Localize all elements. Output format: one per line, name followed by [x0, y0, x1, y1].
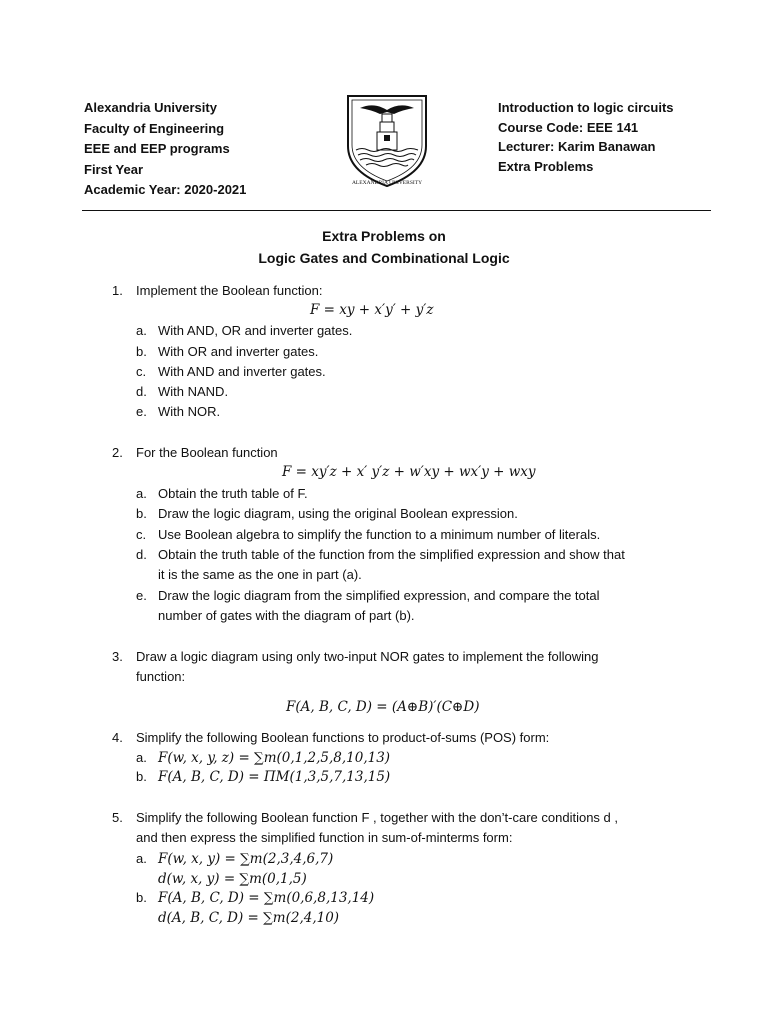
problem-stem: Draw a logic diagram using only two-input NOR gates to implement the following	[136, 649, 599, 664]
problem-equation: F = xy′z + x′ y′z + w′xy + wx′y + wxy	[282, 464, 536, 480]
list-item: a. F(w, x, y) = ∑m(2,3,4,6,7)	[136, 851, 334, 867]
list-item: d. Obtain the truth table of the function from the simplified expression and show that	[136, 547, 625, 562]
document-type: Extra Problems	[498, 158, 594, 174]
lecturer: Lecturer: Karim Banawan	[498, 139, 656, 154]
problem-equation: F = xy + x′y′ + y′z	[310, 302, 434, 318]
institution-block	[84, 98, 246, 201]
problem-equation: F(A, B, C, D) = (A⊕B)′(C⊕D)	[286, 699, 480, 715]
faculty-name: Faculty of Engineering	[84, 120, 225, 136]
problem-number: 1.	[112, 283, 123, 298]
list-item: a. With AND, OR and inverter gates.	[136, 323, 353, 338]
list-item: b. Draw the logic diagram, using the original Boolean expression.	[136, 506, 518, 521]
problem-number: 4.	[112, 730, 123, 745]
list-item-continuation: number of gates with the diagram of part (b).	[158, 608, 415, 623]
problem-stem: Simplify the following Boolean function F , together with the don’t-care conditions d ,	[136, 810, 618, 825]
problem-stem-continuation: and then express the simplified function in sum-of-minterms form:	[136, 830, 513, 845]
problem-number: 5.	[112, 810, 123, 825]
list-item: a. F(w, x, y, z) = ∑m(0,1,2,5,8,10,13)	[136, 750, 391, 766]
year-level: First Year	[84, 161, 144, 177]
course-title: Introduction to logic circuits	[498, 100, 674, 115]
problem-stem: For the Boolean function	[136, 445, 278, 460]
problem-number: 3.	[112, 649, 123, 664]
list-item: c. With AND and inverter gates.	[136, 364, 326, 379]
problem-stem-continuation: function:	[136, 669, 186, 684]
list-item: b. F(A, B, C, D) = ∑m(0,6,8,13,14)	[136, 890, 375, 906]
dont-care-set: d(A, B, C, D) = ∑m(2,4,10)	[158, 910, 340, 926]
problem-stem: Simplify the following Boolean functions to product-of-sums (POS) form:	[136, 730, 550, 745]
dont-care-set: d(w, x, y) = ∑m(0,1,5)	[158, 871, 307, 887]
list-item: b. F(A, B, C, D) = ΠM(1,3,5,7,13,15)	[136, 769, 391, 785]
list-item: e. Draw the logic diagram from the simplified expression, and compare the total	[136, 588, 600, 603]
list-item: d. With NAND.	[136, 384, 229, 399]
list-item: e. With NOR.	[136, 404, 221, 419]
academic-year: Academic Year: 2020-2021	[84, 182, 247, 197]
list-item-continuation: it is the same as the one in part (a).	[158, 567, 362, 582]
document-title-line1: Extra Problems on	[322, 228, 446, 244]
list-item: c. Use Boolean algebra to simplify the function to a minimum number of literals.	[136, 527, 601, 542]
problem-number: 2.	[112, 445, 123, 460]
university-logo	[342, 90, 432, 190]
list-item: a. Obtain the truth table of F.	[136, 486, 308, 501]
document-title-line2: Logic Gates and Combinational Logic	[258, 250, 510, 266]
course-block	[498, 98, 674, 176]
list-item: b. With OR and inverter gates.	[136, 344, 319, 359]
programs: EEE and EEP programs	[84, 141, 230, 156]
header-divider	[82, 210, 711, 211]
svg-text:ALEXANDRIA UNIVERSITY: ALEXANDRIA UNIVERSITY	[351, 180, 423, 186]
problem-stem: Implement the Boolean function:	[136, 283, 323, 298]
university-name: Alexandria University	[84, 100, 217, 115]
course-code: Course Code: EEE 141	[498, 119, 639, 135]
